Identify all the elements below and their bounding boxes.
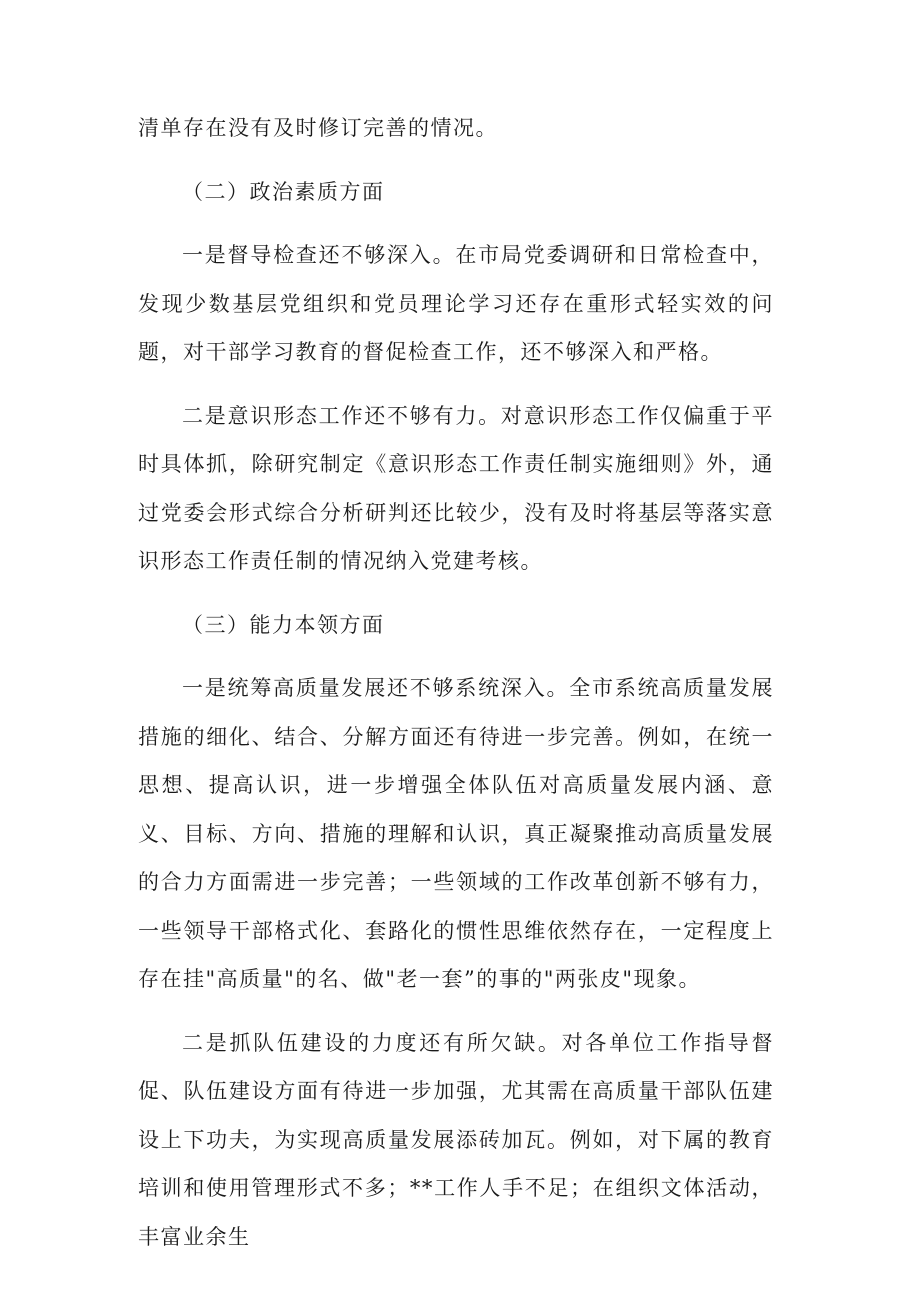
paragraph-ideology: 二是意识形态工作还不够有力。对意识形态工作仅偏重于平时具体抓，除研究制定《意识形态工作责任制实施细则》外，通过党委会形式综合分析研判还比较少，没有及时将基层等落实意识形态工作责任制的情况纳入党建考核。 xyxy=(138,403,774,573)
paragraph-high-quality-development: 一是统筹高质量发展还不够系统深入。全市系统高质量发展措施的细化、结合、分解方面还有待进一步完善。例如，在统一思想、提高认识，进一步增强全体队伍对高质量发展内涵、意义、目标、方向、措施的理解和认识，真正凝聚推动高质量发展的合力方面需进一步完善；一些领域的工作改革创新不够有力，一些领导干部格式化、套路化的惯性思维依然存在，一定程度上存在挂"高质量"的名、做"老一套”的事的"两张皮"现象。 xyxy=(138,676,774,991)
continuation-paragraph: 清单存在没有及时修订完善的情况。 xyxy=(138,116,498,140)
section-heading-capability: （三）能力本领方面 xyxy=(182,612,385,637)
section-heading-political-quality: （二）政治素质方面 xyxy=(182,179,385,204)
paragraph-supervision: 一是督导检查还不够深入。在市局党委调研和日常检查中，发现少数基层党组织和党员理论学习还存在重形式轻实效的问题，对干部学习教育的督促检查工作，还不够深入和严格。 xyxy=(138,243,774,364)
document-body xyxy=(138,104,774,1261)
paragraph-team-building: 二是抓队伍建设的力度还有所欠缺。对各单位工作指导督促、队伍建设方面有待进一步加强，尤其需在高质量干部队伍建设上下功夫，为实现高质量发展添砖加瓦。例如，对下属的教育培训和使用管理形式不多；**工作人手不足；在组织文体活动，丰富业余生 xyxy=(138,1030,774,1249)
